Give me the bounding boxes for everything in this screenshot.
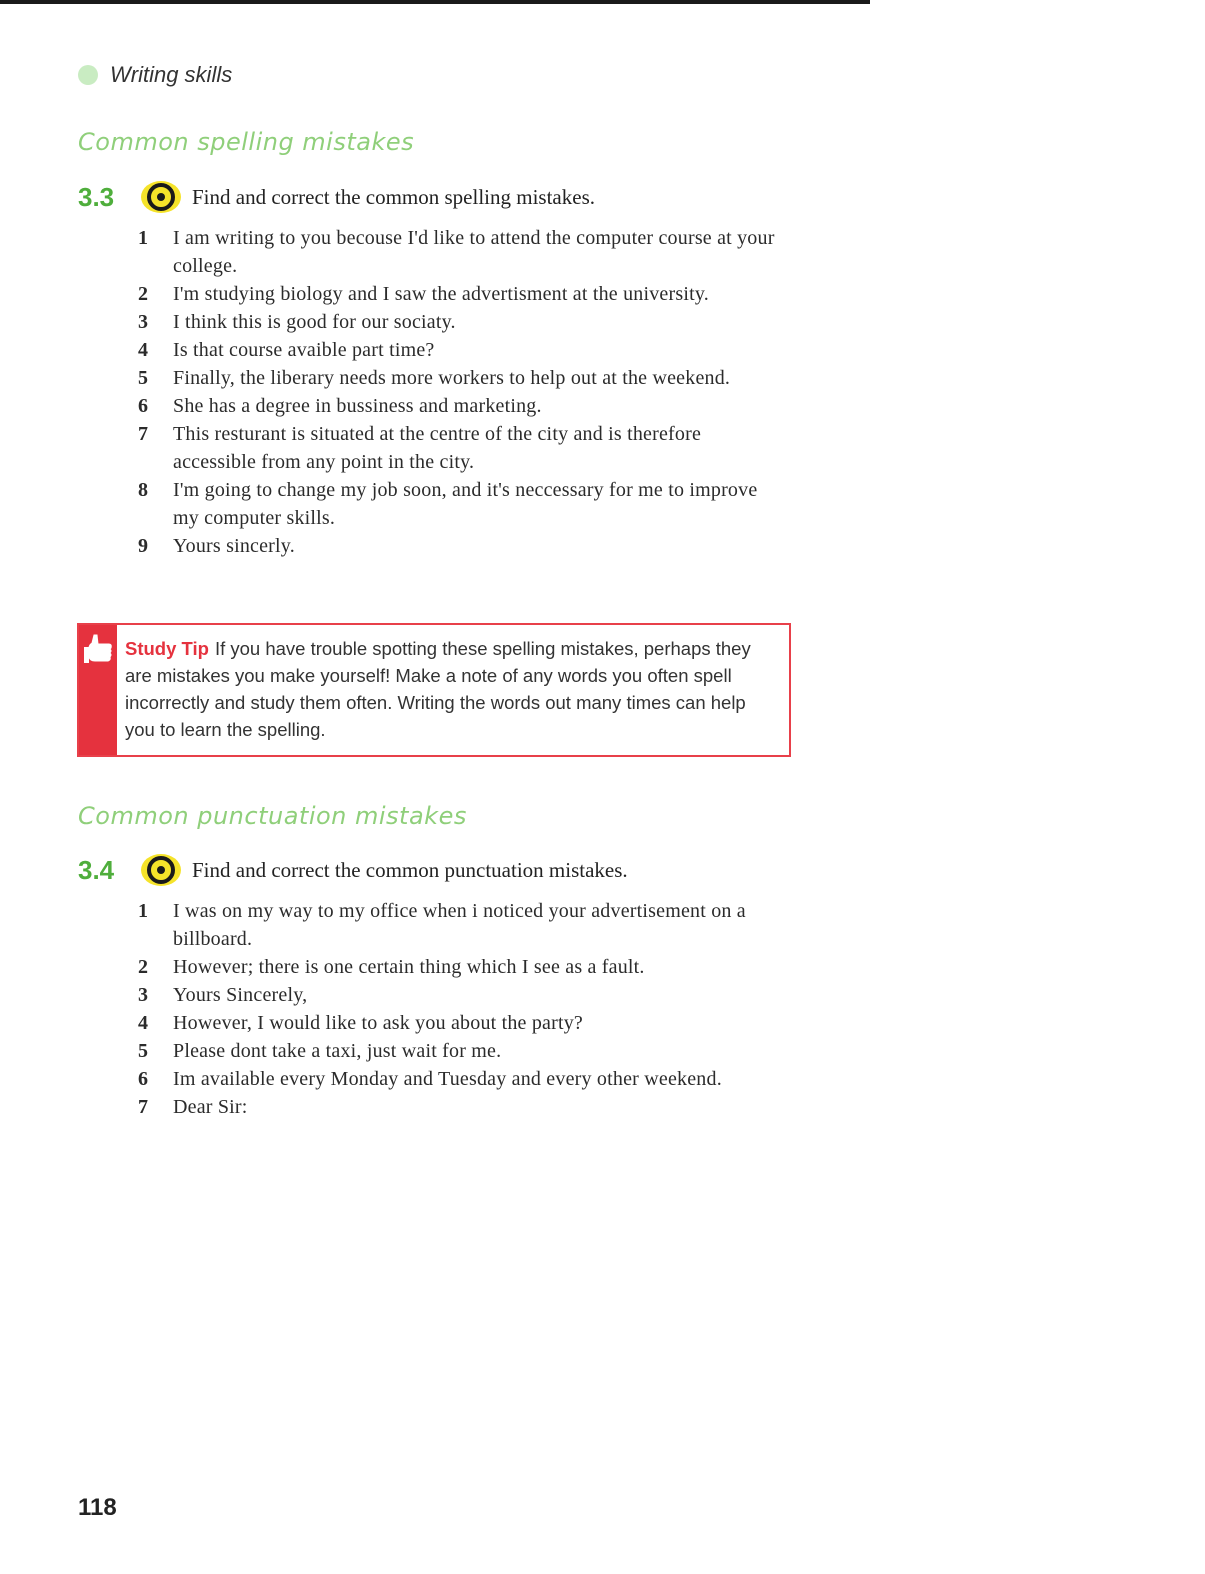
study-tip-body [117, 625, 789, 755]
item-text: Please dont take a taxi, just wait for me. [173, 1040, 502, 1062]
item-text: Finally, the liberary needs more workers to help out at the weekend. [173, 367, 731, 389]
item-number: 9 [138, 535, 148, 557]
list-item [135, 336, 785, 364]
item-text: I'm studying biology and I saw the advertisment at the university. [173, 283, 709, 305]
item-text: Im available every Monday and Tuesday and every other weekend. [173, 1068, 722, 1090]
item-text: Yours sincerly. [173, 535, 295, 557]
study-tip-box [77, 623, 791, 757]
item-text: She has a degree in bussiness and marketing. [173, 395, 542, 417]
item-text: Dear Sir: [173, 1096, 248, 1118]
page-number: 118 [78, 1494, 117, 1521]
section-dot-icon [78, 65, 98, 85]
study-tip-title: Study Tip [125, 638, 209, 659]
exercise-number: 3.3 [78, 181, 115, 212]
list-item [135, 280, 785, 308]
item-number: 5 [138, 367, 148, 389]
section-tab [78, 62, 232, 88]
item-text: I was on my way to my office when i noticed your advertisement on a billboard. [173, 900, 746, 950]
eye-icon [140, 180, 182, 214]
list-item [135, 1037, 785, 1065]
list-item [135, 364, 785, 392]
item-text: However, I would like to ask you about the party? [173, 1012, 584, 1034]
list-item [135, 420, 785, 476]
list-item [135, 532, 785, 560]
item-number: 2 [138, 283, 148, 305]
list-item [135, 224, 785, 280]
item-number: 3 [138, 311, 148, 333]
item-number: 3 [138, 984, 148, 1006]
list-item [135, 981, 785, 1009]
punctuation-items-list [135, 897, 785, 1121]
list-item [135, 308, 785, 336]
study-tip-bar [79, 625, 117, 755]
item-number: 5 [138, 1040, 148, 1062]
section-label: Writing skills [110, 62, 233, 87]
item-text: I think this is good for our sociaty. [173, 311, 456, 333]
exercise-3-4-header [78, 853, 628, 887]
item-number: 6 [138, 1068, 148, 1090]
list-item [135, 1093, 785, 1121]
item-number: 7 [138, 1096, 148, 1118]
exercise-instruction: Find and correct the common spelling mistakes. [192, 184, 595, 209]
list-item [135, 1065, 785, 1093]
thumbs-up-icon [83, 633, 113, 667]
item-number: 7 [138, 423, 148, 445]
item-text: This resturant is situated at the centre of the city and is therefore accessible from any point in the city. [173, 423, 702, 473]
item-number: 1 [138, 900, 148, 922]
item-number: 2 [138, 956, 148, 978]
exercise-3-3-header [78, 180, 595, 214]
item-text: Is that course avaible part time? [173, 339, 435, 361]
list-item [135, 897, 785, 953]
item-number: 6 [138, 395, 148, 417]
list-item [135, 392, 785, 420]
spelling-heading: Common spelling mistakes [78, 128, 415, 156]
item-number: 4 [138, 339, 148, 361]
list-item [135, 476, 785, 532]
top-rule [0, 0, 870, 4]
item-number: 8 [138, 479, 148, 501]
list-item [135, 1009, 785, 1037]
item-text: However; there is one certain thing which I see as a fault. [173, 956, 645, 978]
study-tip-text: If you have trouble spotting these spelling mistakes, perhaps they are mistakes you make yourself! Make a note of any words you often spell incorrectly and study them often. Writing the words out many times can help you to learn the spelling. [125, 638, 751, 740]
punctuation-heading: Common punctuation mistakes [78, 802, 467, 830]
item-text: I'm going to change my job soon, and it's neccessary for me to improve my computer skills. [173, 479, 758, 529]
item-text: I am writing to you becouse I'd like to attend the computer course at your college. [173, 227, 775, 277]
item-number: 4 [138, 1012, 148, 1034]
eye-icon [140, 853, 182, 887]
item-text: Yours Sincerely, [173, 984, 308, 1006]
exercise-number: 3.4 [78, 854, 115, 885]
item-number: 1 [138, 227, 148, 249]
exercise-instruction: Find and correct the common punctuation mistakes. [192, 857, 628, 882]
spelling-items-list [135, 224, 785, 560]
list-item [135, 953, 785, 981]
